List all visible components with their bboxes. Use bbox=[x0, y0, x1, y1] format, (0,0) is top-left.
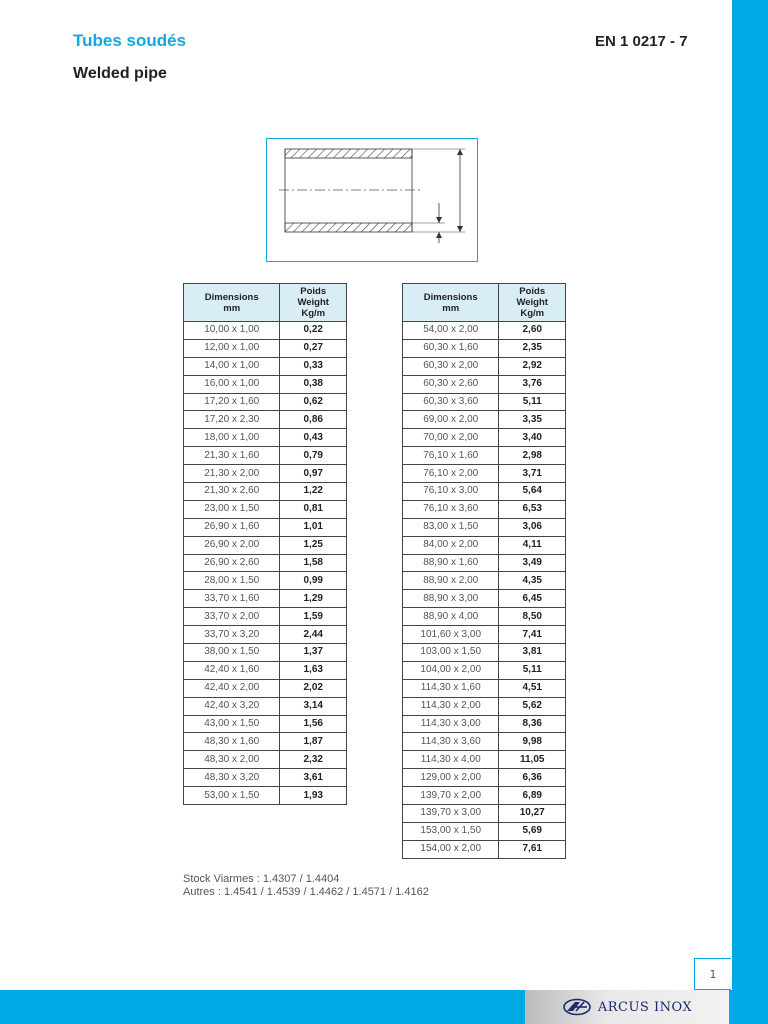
weight-cell: 5,69 bbox=[499, 822, 566, 840]
table-row bbox=[184, 393, 347, 411]
table-row bbox=[403, 590, 566, 608]
weight-cell: 3,40 bbox=[499, 429, 566, 447]
table-row bbox=[184, 787, 347, 805]
weight-cell: 5,62 bbox=[499, 697, 566, 715]
dimension-cell: 28,00 x 1,50 bbox=[184, 572, 280, 590]
weight-cell: 6,53 bbox=[499, 500, 566, 518]
table-row bbox=[403, 483, 566, 501]
dimension-cell: 48,30 x 1,60 bbox=[184, 733, 280, 751]
weight-cell: 3,76 bbox=[499, 375, 566, 393]
dimensions-header-unit: mm bbox=[442, 302, 460, 314]
weight-cell: 5,11 bbox=[499, 661, 566, 679]
weight-cell: 0,99 bbox=[280, 572, 347, 590]
table-row bbox=[184, 626, 347, 644]
dimension-cell: 88,90 x 4,00 bbox=[403, 608, 499, 626]
weight-cell: 1,56 bbox=[280, 715, 347, 733]
table-row bbox=[184, 447, 347, 465]
table-row bbox=[184, 322, 347, 340]
table-row bbox=[403, 572, 566, 590]
table-row bbox=[403, 626, 566, 644]
table-row bbox=[403, 840, 566, 858]
dimensions-header bbox=[403, 284, 499, 322]
dimensions-header-label: Dimensions bbox=[423, 291, 478, 303]
weight-cell: 1,22 bbox=[280, 483, 347, 501]
table-row bbox=[403, 733, 566, 751]
dimension-cell: 33,70 x 3,20 bbox=[184, 626, 280, 644]
weight-cell: 0,43 bbox=[280, 429, 347, 447]
weight-cell: 1,29 bbox=[280, 590, 347, 608]
weight-cell: 2,35 bbox=[499, 339, 566, 357]
weight-cell: 2,98 bbox=[499, 447, 566, 465]
table-row bbox=[184, 465, 347, 483]
table-row bbox=[184, 411, 347, 429]
weight-cell: 5,11 bbox=[499, 393, 566, 411]
dimension-cell: 48,30 x 2,00 bbox=[184, 751, 280, 769]
dimension-cell: 48,30 x 3,20 bbox=[184, 769, 280, 787]
table-row bbox=[184, 697, 347, 715]
table-row bbox=[403, 644, 566, 662]
weight-cell: 4,51 bbox=[499, 679, 566, 697]
table-row bbox=[403, 500, 566, 518]
dimension-cell: 114,30 x 2,00 bbox=[403, 697, 499, 715]
dimension-cell: 33,70 x 1,60 bbox=[184, 590, 280, 608]
brand-logo bbox=[525, 990, 729, 1024]
table-row bbox=[184, 769, 347, 787]
dimension-cell: 26,90 x 1,60 bbox=[184, 518, 280, 536]
weight-cell: 4,11 bbox=[499, 536, 566, 554]
dimension-cell: 88,90 x 1,60 bbox=[403, 554, 499, 572]
weight-cell: 1,01 bbox=[280, 518, 347, 536]
dimension-cell: 114,30 x 3,00 bbox=[403, 715, 499, 733]
dimension-cell: 139,70 x 2,00 bbox=[403, 787, 499, 805]
weight-cell: 2,92 bbox=[499, 357, 566, 375]
dimension-cell: 60,30 x 2,60 bbox=[403, 375, 499, 393]
dimension-cell: 16,00 x 1,00 bbox=[184, 375, 280, 393]
dimension-cell: 103,00 x 1,50 bbox=[403, 644, 499, 662]
weight-cell: 2,60 bbox=[499, 322, 566, 340]
page-title-fr: Tubes soudés bbox=[73, 31, 187, 50]
dimension-cell: 18,00 x 1,00 bbox=[184, 429, 280, 447]
dimensions-header bbox=[184, 284, 280, 322]
table-row bbox=[184, 518, 347, 536]
dimension-cell: 42,40 x 1,60 bbox=[184, 661, 280, 679]
dimension-cell: 42,40 x 3,20 bbox=[184, 697, 280, 715]
table-row bbox=[184, 715, 347, 733]
dimension-cell: 153,00 x 1,50 bbox=[403, 822, 499, 840]
weight-cell: 0,62 bbox=[280, 393, 347, 411]
dimension-cell: 129,00 x 2,00 bbox=[403, 769, 499, 787]
dimension-cell: 60,30 x 3,60 bbox=[403, 393, 499, 411]
dimension-cell: 114,30 x 4,00 bbox=[403, 751, 499, 769]
table-row bbox=[403, 357, 566, 375]
arcus-logo-icon bbox=[562, 997, 592, 1017]
table-row bbox=[403, 447, 566, 465]
table-row bbox=[403, 805, 566, 823]
page-number-text: 1 bbox=[709, 967, 717, 981]
weight-cell: 0,27 bbox=[280, 339, 347, 357]
table-row bbox=[184, 644, 347, 662]
weight-cell: 3,71 bbox=[499, 465, 566, 483]
weight-cell: 1,59 bbox=[280, 608, 347, 626]
dimension-cell: 139,70 x 3,00 bbox=[403, 805, 499, 823]
weight-header bbox=[499, 284, 566, 322]
weight-header-weight: Weight bbox=[297, 297, 329, 308]
material-notes bbox=[183, 873, 429, 899]
dimension-cell: 21,30 x 1,60 bbox=[184, 447, 280, 465]
table-row bbox=[184, 572, 347, 590]
table-row bbox=[403, 429, 566, 447]
dimension-cell: 26,90 x 2,00 bbox=[184, 536, 280, 554]
norm-reference: EN 1 0217 - 7 bbox=[595, 33, 688, 50]
page-title-en: Welded pipe bbox=[73, 65, 167, 82]
dimension-cell: 21,30 x 2,00 bbox=[184, 465, 280, 483]
weight-cell: 3,14 bbox=[280, 697, 347, 715]
dimension-cell: 60,30 x 2,00 bbox=[403, 357, 499, 375]
right-accent-bar bbox=[732, 0, 768, 1024]
weight-cell: 0,33 bbox=[280, 357, 347, 375]
weight-table-1 bbox=[183, 283, 347, 805]
table-row bbox=[403, 465, 566, 483]
dimension-cell: 83,00 x 1,50 bbox=[403, 518, 499, 536]
table-row bbox=[403, 769, 566, 787]
table-row bbox=[184, 339, 347, 357]
dimension-cell: 14,00 x 1,00 bbox=[184, 357, 280, 375]
table-row bbox=[403, 375, 566, 393]
weight-cell: 0,86 bbox=[280, 411, 347, 429]
stock-note: Stock Viarmes : 1.4307 / 1.4404 bbox=[183, 873, 340, 885]
dimension-cell: 70,00 x 2,00 bbox=[403, 429, 499, 447]
weight-cell: 1,87 bbox=[280, 733, 347, 751]
brand-name: ARCUS INOX bbox=[597, 999, 693, 1015]
weight-cell: 1,58 bbox=[280, 554, 347, 572]
weight-cell: 6,45 bbox=[499, 590, 566, 608]
table-row bbox=[184, 429, 347, 447]
weight-cell: 1,63 bbox=[280, 661, 347, 679]
dimension-cell: 10,00 x 1,00 bbox=[184, 322, 280, 340]
dimension-cell: 26,90 x 2,60 bbox=[184, 554, 280, 572]
table-row bbox=[184, 375, 347, 393]
weight-cell: 6,89 bbox=[499, 787, 566, 805]
weight-cell: 3,81 bbox=[499, 644, 566, 662]
page-number bbox=[694, 958, 731, 990]
weight-cell: 0,97 bbox=[280, 465, 347, 483]
weight-cell: 5,64 bbox=[499, 483, 566, 501]
dimension-cell: 88,90 x 2,00 bbox=[403, 572, 499, 590]
dimension-cell: 88,90 x 3,00 bbox=[403, 590, 499, 608]
dimension-cell: 23,00 x 1,50 bbox=[184, 500, 280, 518]
dimension-cell: 53,00 x 1,50 bbox=[184, 787, 280, 805]
dimension-cell: 76,10 x 3,00 bbox=[403, 483, 499, 501]
table-row bbox=[403, 411, 566, 429]
weight-header-weight: Weight bbox=[516, 297, 548, 308]
table-row bbox=[184, 536, 347, 554]
table-row bbox=[403, 322, 566, 340]
table-row bbox=[403, 339, 566, 357]
table-row bbox=[184, 357, 347, 375]
weight-cell: 4,35 bbox=[499, 572, 566, 590]
table-row bbox=[184, 661, 347, 679]
pipe-drawing bbox=[267, 139, 477, 261]
table-row bbox=[184, 590, 347, 608]
dimension-cell: 33,70 x 2,00 bbox=[184, 608, 280, 626]
dimension-cell: 101,60 x 3,00 bbox=[403, 626, 499, 644]
dimensions-header-label: Dimensions bbox=[204, 291, 259, 303]
weight-header-unit: Kg/m bbox=[301, 308, 326, 319]
weight-header-poids: Poids bbox=[519, 286, 546, 297]
dimension-cell: 54,00 x 2,00 bbox=[403, 322, 499, 340]
dimension-cell: 38,00 x 1,50 bbox=[184, 644, 280, 662]
weight-cell: 3,35 bbox=[499, 411, 566, 429]
dimension-cell: 114,30 x 3,60 bbox=[403, 733, 499, 751]
weight-cell: 10,27 bbox=[499, 805, 566, 823]
dimension-cell: 17,20 x 1,60 bbox=[184, 393, 280, 411]
weight-cell: 11,05 bbox=[499, 751, 566, 769]
dimension-cell: 12,00 x 1,00 bbox=[184, 339, 280, 357]
table-row bbox=[403, 393, 566, 411]
table-row bbox=[403, 661, 566, 679]
weight-table-2 bbox=[402, 283, 566, 859]
dimension-cell: 69,00 x 2,00 bbox=[403, 411, 499, 429]
weight-cell: 0,79 bbox=[280, 447, 347, 465]
weight-cell: 8,50 bbox=[499, 608, 566, 626]
weight-cell: 0,22 bbox=[280, 322, 347, 340]
table-row bbox=[403, 751, 566, 769]
weight-cell: 2,44 bbox=[280, 626, 347, 644]
dimension-cell: 114,30 x 1,60 bbox=[403, 679, 499, 697]
dimension-cell: 17,20 x 2,30 bbox=[184, 411, 280, 429]
weight-cell: 7,41 bbox=[499, 626, 566, 644]
table-row bbox=[403, 822, 566, 840]
table-row bbox=[403, 518, 566, 536]
pipe-cross-section-diagram bbox=[266, 138, 478, 262]
dimension-cell: 43,00 x 1,50 bbox=[184, 715, 280, 733]
table-row bbox=[403, 608, 566, 626]
table-row bbox=[184, 483, 347, 501]
table-row bbox=[184, 733, 347, 751]
weight-cell: 3,61 bbox=[280, 769, 347, 787]
weight-cell: 0,81 bbox=[280, 500, 347, 518]
table-row bbox=[184, 608, 347, 626]
weight-cell: 2,02 bbox=[280, 679, 347, 697]
weight-cell: 3,49 bbox=[499, 554, 566, 572]
table-row bbox=[403, 554, 566, 572]
weight-header-unit: Kg/m bbox=[520, 308, 545, 319]
table-row bbox=[403, 679, 566, 697]
table-row bbox=[403, 536, 566, 554]
dimension-cell: 76,10 x 1,60 bbox=[403, 447, 499, 465]
table-row bbox=[403, 697, 566, 715]
weight-cell: 3,06 bbox=[499, 518, 566, 536]
dimension-cell: 154,00 x 2,00 bbox=[403, 840, 499, 858]
weight-header bbox=[280, 284, 347, 322]
table-row bbox=[184, 679, 347, 697]
weight-cell: 9,98 bbox=[499, 733, 566, 751]
weight-cell: 6,36 bbox=[499, 769, 566, 787]
table-row bbox=[403, 715, 566, 733]
dimension-cell: 60,30 x 1,60 bbox=[403, 339, 499, 357]
dimension-cell: 104,00 x 2,00 bbox=[403, 661, 499, 679]
weight-cell: 0,38 bbox=[280, 375, 347, 393]
weight-cell: 1,93 bbox=[280, 787, 347, 805]
table-row bbox=[184, 751, 347, 769]
weight-cell: 1,37 bbox=[280, 644, 347, 662]
weight-cell: 2,32 bbox=[280, 751, 347, 769]
dimension-cell: 76,10 x 3,60 bbox=[403, 500, 499, 518]
table-row bbox=[403, 787, 566, 805]
other-grades-note: Autres : 1.4541 / 1.4539 / 1.4462 / 1.4571 / 1.4162 bbox=[183, 886, 429, 898]
weight-cell: 7,61 bbox=[499, 840, 566, 858]
table-row bbox=[184, 554, 347, 572]
table-row bbox=[184, 500, 347, 518]
dimension-cell: 76,10 x 2,00 bbox=[403, 465, 499, 483]
dimensions-header-unit: mm bbox=[223, 302, 241, 314]
dimension-cell: 42,40 x 2,00 bbox=[184, 679, 280, 697]
weight-cell: 1,25 bbox=[280, 536, 347, 554]
dimension-cell: 21,30 x 2,60 bbox=[184, 483, 280, 501]
weight-cell: 8,36 bbox=[499, 715, 566, 733]
dimension-cell: 84,00 x 2,00 bbox=[403, 536, 499, 554]
weight-header-poids: Poids bbox=[300, 286, 327, 297]
